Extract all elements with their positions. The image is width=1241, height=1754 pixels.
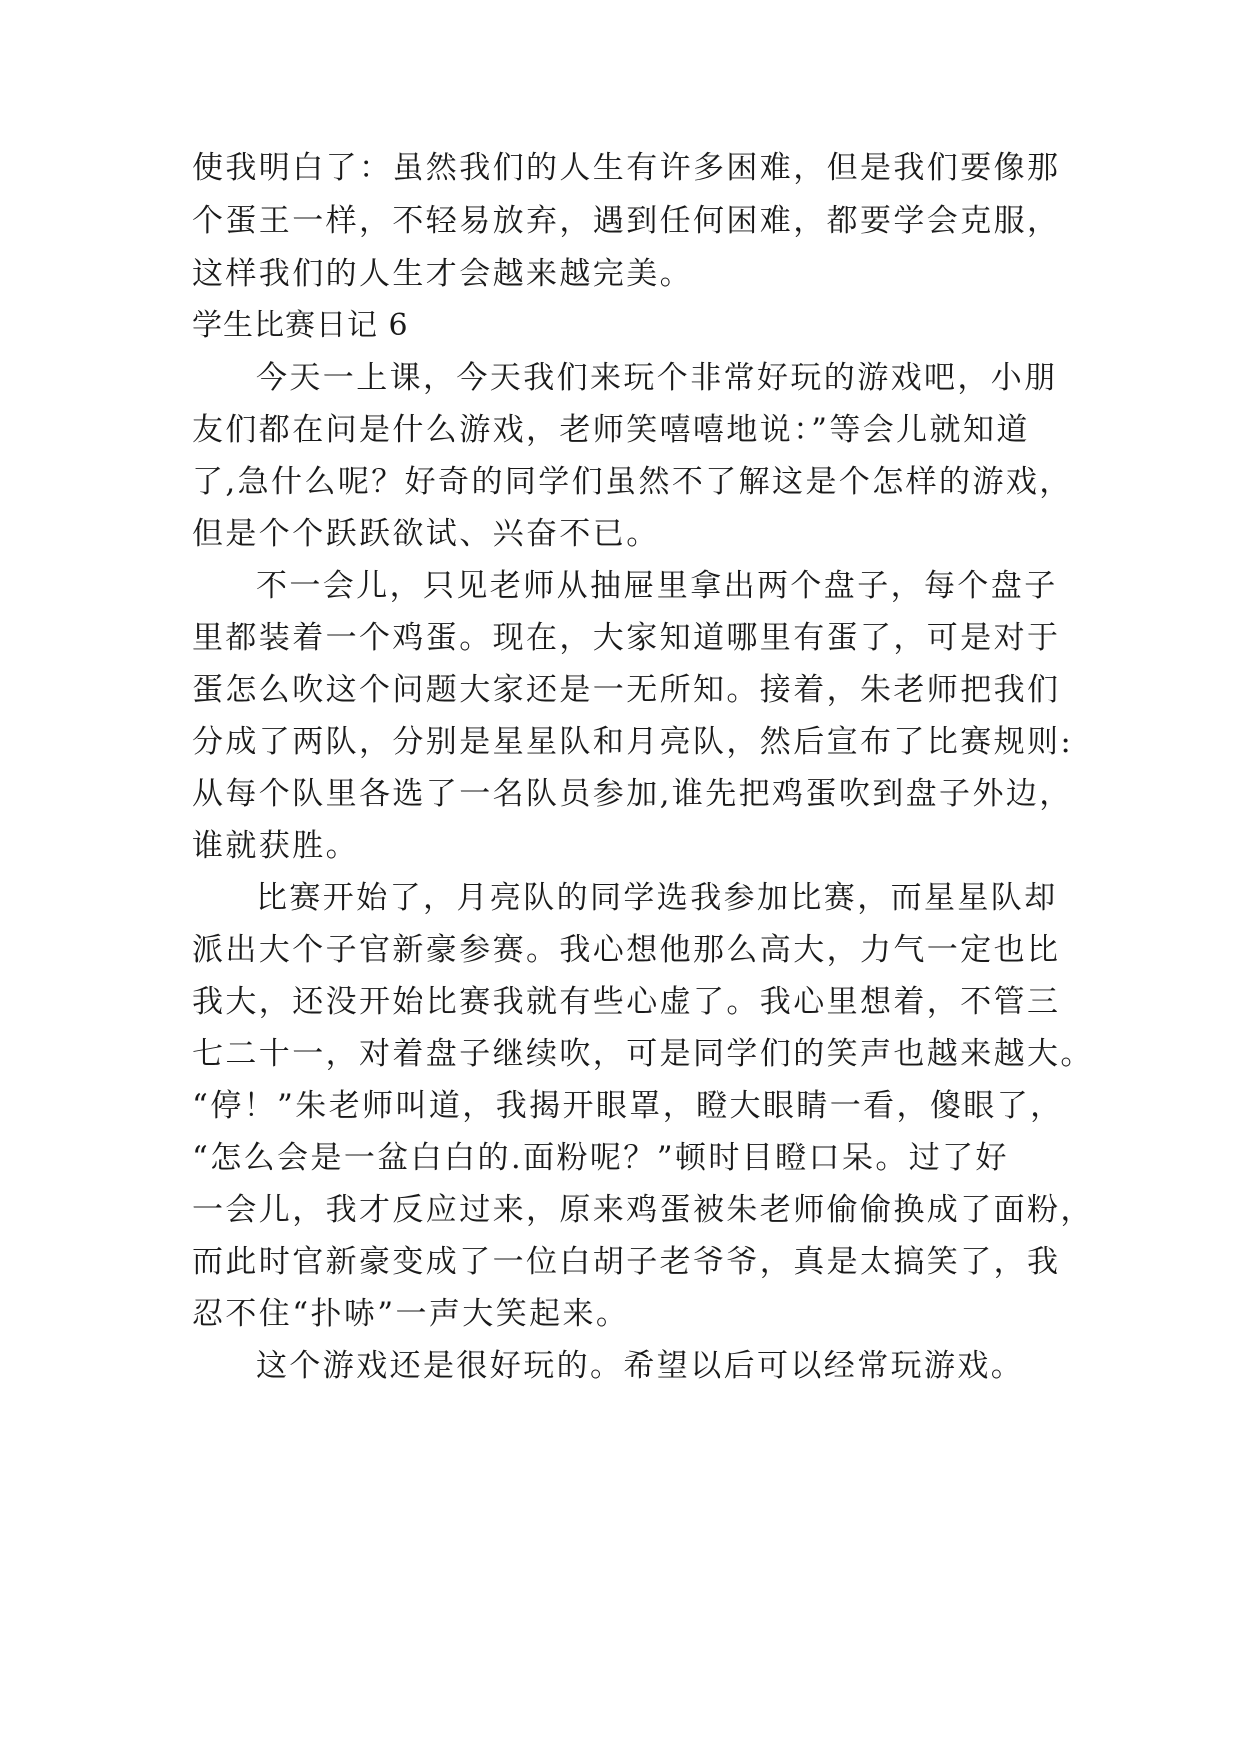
paragraph-line: 但是个个跃跃欲试、兴奋不已。: [192, 516, 660, 552]
paragraph-line: 一会儿，我才反应过来，原来鸡蛋被朱老师偷偷换成了面粉，: [192, 1192, 1094, 1228]
paragraph-line: 而此时官新豪变成了一位白胡子老爷爷，真是太搞笑了，我: [192, 1244, 1061, 1280]
paragraph-line: 谁就获胜。: [192, 828, 359, 864]
paragraph-line: “怎么会是一盆白白的.面粉呢？”顿时目瞪口呆。过了好: [192, 1140, 1009, 1176]
paragraph-line: 七二十一，对着盘子继续吹，可是同学们的笑声也越来越大。: [192, 1036, 1094, 1072]
paragraph-line: 派出大个子官新豪参赛。我心想他那么高大，力气一定也比: [192, 932, 1061, 968]
paragraph-line: “停！”朱老师叫道，我揭开眼罩，瞪大眼睛一看，傻眼了，: [192, 1088, 1064, 1124]
paragraph-line: 我大，还没开始比赛我就有些心虚了。我心里想着，不管三: [192, 984, 1061, 1020]
intro-line: 个蛋王一样，不轻易放弃，遇到任何困难，都要学会克服，: [192, 203, 1061, 239]
paragraph-line: 从每个队里各选了一名队员参加,谁先把鸡蛋吹到盘子外边，: [192, 776, 1073, 812]
paragraph-line: 不一会儿，只见老师从抽屉里拿出两个盘子，每个盘子: [256, 568, 1058, 604]
paragraph-line: 友们都在问是什么游戏，老师笑嘻嘻地说：”等会儿就知道: [192, 412, 1030, 448]
paragraph-line: 忍不住“扑哧”一声大笑起来。: [192, 1296, 630, 1332]
paragraph-line: 分成了两队，分别是星星队和月亮队，然后宣布了比赛规则:: [192, 724, 1074, 760]
paragraph-line: 比赛开始了，月亮队的同学选我参加比赛，而星星队却: [256, 880, 1058, 916]
paragraph-line: 了,急什么呢？好奇的同学们虽然不了解这是个怎样的游戏，: [192, 464, 1073, 500]
intro-line: 这样我们的人生才会越来越完美。: [192, 256, 693, 292]
paragraph-line: 今天一上课，今天我们来玩个非常好玩的游戏吧，小朋: [256, 360, 1058, 396]
paragraph-line: 里都装着一个鸡蛋。现在，大家知道哪里有蛋了，可是对于: [192, 620, 1061, 656]
section-title: 学生比赛日记 6: [192, 308, 409, 343]
paragraph-line: 蛋怎么吹这个问题大家还是一无所知。接着，朱老师把我们: [192, 672, 1061, 708]
intro-line: 使我明白了：虽然我们的人生有许多困难，但是我们要像那: [192, 150, 1061, 186]
paragraph-line: 这个游戏还是很好玩的。希望以后可以经常玩游戏。: [256, 1348, 1025, 1384]
